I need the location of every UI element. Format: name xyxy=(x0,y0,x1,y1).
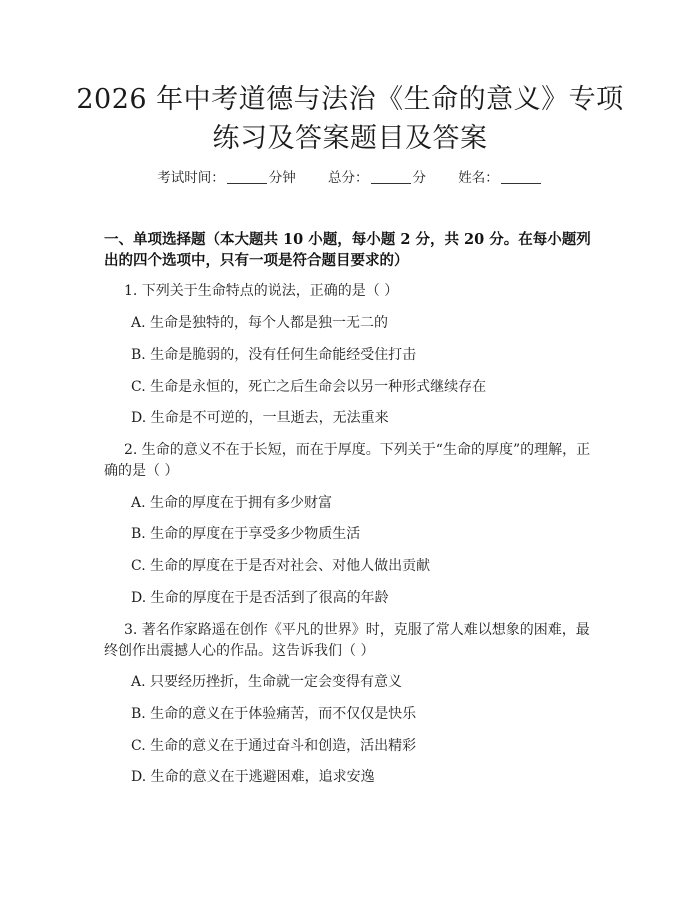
total-score-unit: 分 xyxy=(412,170,426,186)
question-2-option-b: B. 生命的厚度在于享受多少物质生活 xyxy=(131,526,361,542)
section-heading: 一、单项选择题（本大题共 10 小题，每小题 2 分，共 20 分。在每小题列出的四个选项中，只有一项是符合题目要求的） xyxy=(104,231,591,269)
question-3-option-a: A. 只要经历挫折，生命就一定会变得有意义 xyxy=(131,674,403,690)
exam-time-field xyxy=(157,170,296,186)
exam-time-label: 考试时间： xyxy=(157,170,225,186)
student-name-blank xyxy=(501,169,541,184)
document-title-line-2: 练习及答案题目及答案 xyxy=(212,123,488,154)
question-3-stem: 3. 著名作家路遥在创作《平凡的世界》时，克服了常人难以想象的困难，最终创作出震撼人心的作品。这告诉我们（ ） xyxy=(104,622,590,659)
question-1-option-a: A. 生命是独特的，每个人都是独一无二的 xyxy=(131,315,389,331)
question-2-option-c: C. 生命的厚度在于是否对社会、对他人做出贡献 xyxy=(131,558,431,574)
total-score-blank xyxy=(371,169,411,184)
exam-info-line xyxy=(0,168,700,188)
question-1-option-b: B. 生命是脆弱的，没有任何生命能经受住打击 xyxy=(131,347,417,363)
question-3-option-d: D. 生命的意义在于逃避困难，追求安逸 xyxy=(131,769,375,785)
question-3-option-b: B. 生命的意义在于体验痛苦，而不仅仅是快乐 xyxy=(131,706,417,722)
student-name-field xyxy=(458,170,543,186)
question-1-option-d: D. 生命是不可逆的，一旦逝去，无法重来 xyxy=(131,410,389,426)
question-2-stem: 2. 生命的意义不在于长短，而在于厚度。下列关于“生命的厚度”的理解，正确的是（ ） xyxy=(104,442,591,479)
document-title-line-1: 2026 年中考道德与法治《生命的意义》专项 xyxy=(76,84,624,115)
question-1-option-c: C. 生命是永恒的，死亡之后生命会以另一种形式继续存在 xyxy=(131,379,487,395)
question-2-option-a: A. 生命的厚度在于拥有多少财富 xyxy=(131,495,333,511)
exam-time-blank xyxy=(227,169,267,184)
question-3-option-c: C. 生命的意义在于通过奋斗和创造，活出精彩 xyxy=(131,738,417,754)
total-score-field xyxy=(328,170,426,186)
total-score-label: 总分： xyxy=(328,170,369,186)
exam-time-unit: 分钟 xyxy=(268,170,296,186)
question-1-stem: 1. 下列关于生命特点的说法，正确的是（ ） xyxy=(124,283,399,299)
question-2-option-d: D. 生命的厚度在于是否活到了很高的年龄 xyxy=(131,590,389,606)
student-name-label: 姓名： xyxy=(458,170,499,186)
